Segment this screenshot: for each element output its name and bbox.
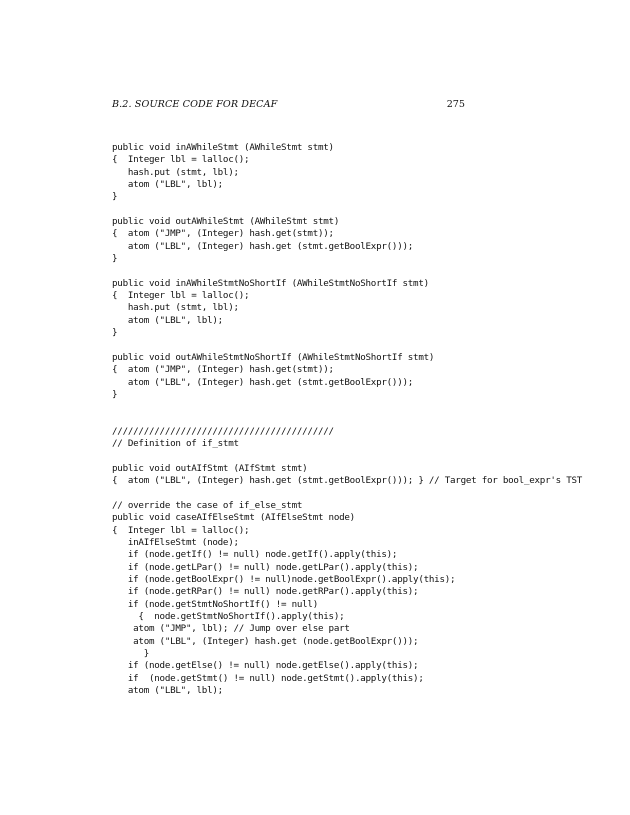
code-line xyxy=(112,451,582,463)
code-line: // override the case of if_else_stmt xyxy=(112,499,303,511)
code-line xyxy=(112,401,582,413)
code-line: atom ("JMP", lbl); // Jump over else part xyxy=(112,623,350,635)
code-line xyxy=(112,204,582,216)
code-line: { atom ("LBL", (Integer) hash.get (stmt.getBoolExpr())); } // Target for bool_expr's TST xyxy=(112,475,583,487)
code-line: { Integer lbl = lalloc(); xyxy=(112,290,250,302)
code-line: public void inAWhileStmtNoShortIf (AWhileStmtNoShortIf stmt) xyxy=(112,277,429,289)
code-line: { atom ("JMP", (Integer) hash.get(stmt)); xyxy=(112,364,334,376)
code-line: public void outAWhileStmt (AWhileStmt stmt) xyxy=(112,216,340,228)
code-line xyxy=(112,488,582,500)
code-line xyxy=(112,265,582,277)
code-line: atom ("LBL", (Integer) hash.get (stmt.getBoolExpr())); xyxy=(112,240,414,252)
page-header xyxy=(112,97,465,113)
code-line: { node.getStmtNoShortIf().apply(this); xyxy=(112,611,345,623)
code-line: if (node.getElse() != null) node.getElse().apply(this); xyxy=(112,660,419,672)
code-line: atom ("LBL", lbl); xyxy=(112,314,223,326)
code-line: inAIfElseStmt (node); xyxy=(112,537,239,548)
code-line: atom ("LBL", (Integer) hash.get (node.getBoolExpr())); xyxy=(112,635,419,647)
code-line: { atom ("JMP", (Integer) hash.get(stmt)); xyxy=(112,228,334,240)
code-line: if (node.getBoolExpr() != null)node.getBoolExpr().apply(this); xyxy=(112,574,456,586)
code-line: atom ("LBL", lbl); xyxy=(112,685,223,697)
code-line: } xyxy=(112,191,118,203)
code-line: atom ("LBL", (Integer) hash.get (stmt.getBoolExpr())); xyxy=(112,376,414,388)
code-line: hash.put (stmt, lbl); xyxy=(112,166,239,178)
code-line: hash.put (stmt, lbl); xyxy=(112,302,239,314)
code-line: atom ("LBL", lbl); xyxy=(112,179,223,191)
code-line: if (node.getIf() != null) node.getIf().apply(this); xyxy=(112,549,398,561)
code-line xyxy=(112,340,582,352)
code-line: } xyxy=(112,388,118,400)
code-line: if (node.getRPar() != null) node.getRPar().apply(this); xyxy=(112,586,419,598)
code-line: { Integer lbl = lalloc(); xyxy=(112,154,250,166)
running-section-title: B.2. SOURCE CODE FOR DECAF xyxy=(112,99,278,110)
code-line: { Integer lbl = lalloc(); xyxy=(112,524,250,536)
code-line: public void outAWhileStmtNoShortIf (AWhileStmtNoShortIf stmt) xyxy=(112,351,435,363)
source-code-listing xyxy=(112,142,582,697)
code-line: } xyxy=(112,327,118,339)
code-line: } xyxy=(112,648,149,660)
code-line: public void caseAIfElseStmt (AIfElseStmt node) xyxy=(112,512,355,524)
page-number: 275 xyxy=(446,99,465,110)
code-line: ////////////////////////////////////////// xyxy=(112,425,334,437)
code-line: public void inAWhileStmt (AWhileStmt stmt) xyxy=(112,142,334,153)
code-line: if (node.getStmtNoShortIf() != null) xyxy=(112,598,318,610)
code-line xyxy=(112,414,582,426)
code-line: public void outAIfStmt (AIfStmt stmt) xyxy=(112,462,308,474)
code-line: if (node.getStmt() != null) node.getStmt().apply(this); xyxy=(112,672,424,684)
code-line: if (node.getLPar() != null) node.getLPar().apply(this); xyxy=(112,561,419,573)
code-line: // Definition of if_stmt xyxy=(112,438,239,450)
code-line: } xyxy=(112,253,118,265)
